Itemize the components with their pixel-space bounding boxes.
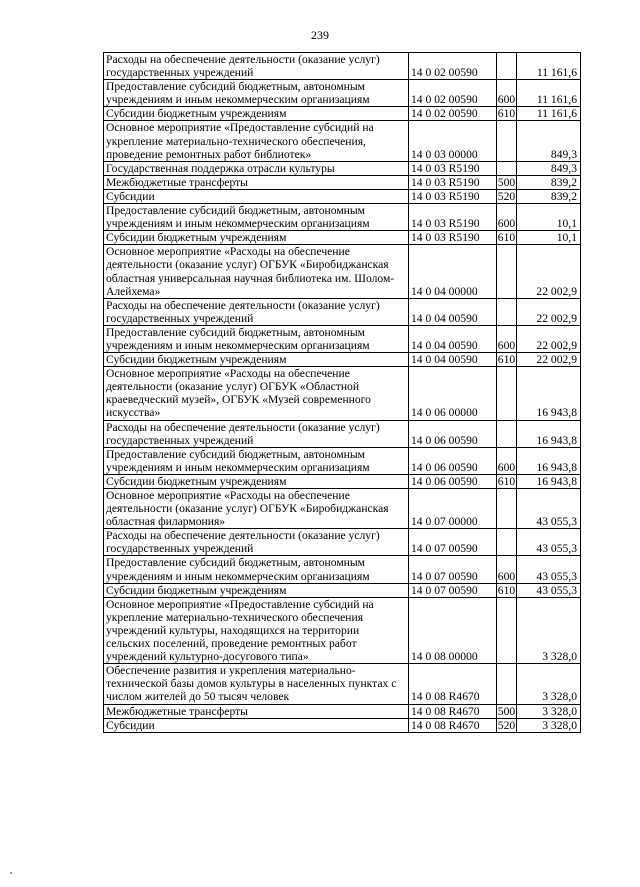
row-sum-cell: 16 943,8 bbox=[517, 447, 581, 474]
table-row bbox=[104, 529, 581, 556]
row-sum-cell: 43 055,3 bbox=[517, 489, 581, 529]
row-code-cell: 14 0 06 00590 bbox=[409, 474, 497, 488]
row-sum-cell: 43 055,3 bbox=[517, 583, 581, 597]
row-code-cell: 14 0 03 R5190 bbox=[409, 161, 497, 175]
table-row bbox=[104, 447, 581, 474]
row-kind-cell bbox=[497, 597, 517, 663]
row-kind-cell: 500 bbox=[497, 175, 516, 189]
table-row bbox=[104, 80, 581, 107]
scan-speck bbox=[10, 872, 12, 874]
table-row bbox=[104, 420, 581, 447]
row-name-cell: Субсидии бюджетным учреждениям bbox=[104, 107, 409, 121]
row-sum-cell: 3 328,0 bbox=[517, 597, 581, 663]
row-kind-cell bbox=[497, 161, 517, 175]
table-row bbox=[104, 664, 581, 704]
row-sum-cell: 16 943,8 bbox=[517, 474, 581, 488]
row-kind-cell bbox=[497, 420, 517, 447]
row-name-cell: Основное мероприятие «Расходы на обеспечение деятельности (оказание услуг) ОГБУК «Биробиджанская областная филармония» bbox=[104, 489, 409, 529]
table-row bbox=[104, 175, 581, 189]
row-kind-cell: 500 bbox=[497, 704, 516, 718]
row-name-cell: Основное мероприятие «Расходы на обеспечение деятельности (оказание услуг) ОГБУК «Биробиджанская областная универсальная научная библиотека им. Шолом-Алейхема» bbox=[104, 245, 409, 298]
row-code-cell: 14 0 07 00590 bbox=[409, 583, 497, 597]
table-row bbox=[104, 189, 581, 203]
row-sum-cell: 11 161,6 bbox=[517, 107, 581, 121]
row-sum-cell: 839,2 bbox=[517, 189, 581, 203]
row-name-cell: Межбюджетные трансферты bbox=[104, 704, 409, 718]
row-code-cell: 14 0 03 00000 bbox=[409, 121, 497, 161]
row-code-cell: 14 0 08 00000 bbox=[409, 597, 497, 663]
row-kind-cell: 610 bbox=[497, 583, 516, 597]
budget-table-body bbox=[104, 53, 581, 733]
row-sum-cell: 3 328,0 bbox=[517, 664, 581, 704]
table-row bbox=[104, 718, 581, 732]
row-code-cell: 14 0 03 R5190 bbox=[409, 189, 497, 203]
table-row bbox=[104, 121, 581, 161]
row-sum-cell: 849,3 bbox=[517, 121, 581, 161]
row-name-cell: Субсидии бюджетным учреждениям bbox=[104, 583, 409, 597]
row-kind-cell: 520 bbox=[497, 189, 516, 203]
row-code-cell: 14 0 03 R5190 bbox=[409, 231, 497, 245]
row-kind-cell: 610 bbox=[497, 107, 516, 121]
row-code-cell: 14 0 02 00590 bbox=[409, 107, 497, 121]
row-code-cell: 14 0 07 00590 bbox=[409, 556, 497, 583]
row-sum-cell: 839,2 bbox=[517, 175, 581, 189]
row-name-cell: Предоставление субсидий бюджетным, автономным учреждениям и иным некоммерческим организациям bbox=[104, 80, 409, 107]
row-name-cell: Расходы на обеспечение деятельности (оказание услуг) государственных учреждений bbox=[104, 529, 409, 556]
page-number: 239 bbox=[311, 28, 329, 42]
row-code-cell: 14 0 03 R5190 bbox=[409, 175, 497, 189]
row-sum-cell: 43 055,3 bbox=[517, 529, 581, 556]
row-kind-cell: 600 bbox=[497, 556, 517, 583]
table-row bbox=[104, 367, 581, 420]
row-kind-cell: 600 bbox=[497, 447, 517, 474]
row-name-cell: Субсидии бюджетным учреждениям bbox=[104, 353, 409, 367]
row-kind-cell: 600 bbox=[497, 204, 517, 231]
row-kind-cell bbox=[497, 367, 517, 420]
row-name-cell: Расходы на обеспечение деятельности (оказание услуг) государственных учреждений bbox=[104, 298, 409, 325]
row-name-cell: Основное мероприятие «Предоставление субсидий на укрепление материально-технического обеспечения учреждений культуры, находящихся на территории сельских поселений, проведение ремонтных работ учреждений культурно-досугового типа» bbox=[104, 597, 409, 663]
row-name-cell: Основное мероприятие «Предоставление субсидий на укрепление материально-технического обеспечения, проведение ремонтных работ библиотек» bbox=[104, 121, 409, 161]
row-kind-cell: 600 bbox=[497, 325, 517, 352]
table-row bbox=[104, 161, 581, 175]
row-name-cell: Предоставление субсидий бюджетным, автономным учреждениям и иным некоммерческим организациям bbox=[104, 447, 409, 474]
row-kind-cell: 610 bbox=[497, 353, 516, 367]
row-code-cell: 14 0 08 R4670 bbox=[409, 704, 497, 718]
row-kind-cell bbox=[497, 529, 517, 556]
row-kind-cell bbox=[497, 245, 517, 298]
row-kind-cell: 520 bbox=[497, 718, 516, 732]
table-row bbox=[104, 489, 581, 529]
row-kind-cell bbox=[497, 298, 517, 325]
table-row bbox=[104, 474, 581, 488]
row-sum-cell: 22 002,9 bbox=[517, 298, 581, 325]
row-code-cell: 14 0 03 R5190 bbox=[409, 204, 497, 231]
table-row bbox=[104, 583, 581, 597]
row-name-cell: Субсидии bbox=[104, 718, 409, 732]
table-row bbox=[104, 245, 581, 298]
row-code-cell: 14 0 04 00590 bbox=[409, 353, 497, 367]
row-name-cell: Предоставление субсидий бюджетным, автономным учреждениям и иным некоммерческим организациям bbox=[104, 325, 409, 352]
row-sum-cell: 22 002,9 bbox=[517, 353, 581, 367]
row-name-cell: Межбюджетные трансферты bbox=[104, 175, 409, 189]
row-code-cell: 14 0 08 R4670 bbox=[409, 718, 497, 732]
row-name-cell: Субсидии бюджетным учреждениям bbox=[104, 231, 409, 245]
row-kind-cell: 600 bbox=[497, 80, 517, 107]
budget-table bbox=[103, 52, 581, 733]
row-sum-cell: 16 943,8 bbox=[517, 367, 581, 420]
row-name-cell: Обеспечение развития и укрепления материально-технической базы домов культуры в населенных пунктах с числом жителей до 50 тысяч человек bbox=[104, 664, 409, 704]
row-sum-cell: 22 002,9 bbox=[517, 245, 581, 298]
row-code-cell: 14 0 06 00590 bbox=[409, 447, 497, 474]
table-row bbox=[104, 231, 581, 245]
row-sum-cell: 10,1 bbox=[517, 231, 581, 245]
table-row bbox=[104, 107, 581, 121]
table-row bbox=[104, 704, 581, 718]
row-name-cell: Субсидии бюджетным учреждениям bbox=[104, 474, 409, 488]
row-code-cell: 14 0 07 00000 bbox=[409, 489, 497, 529]
row-code-cell: 14 0 04 00590 bbox=[409, 298, 497, 325]
table-row bbox=[104, 53, 581, 80]
row-name-cell: Государственная поддержка отрасли культуры bbox=[104, 161, 409, 175]
row-code-cell: 14 0 02 00590 bbox=[409, 53, 497, 80]
row-kind-cell bbox=[497, 664, 517, 704]
row-kind-cell: 610 bbox=[497, 231, 516, 245]
row-name-cell: Расходы на обеспечение деятельности (оказание услуг) государственных учреждений bbox=[104, 420, 409, 447]
table-row bbox=[104, 556, 581, 583]
row-sum-cell: 3 328,0 bbox=[517, 704, 581, 718]
row-code-cell: 14 0 02 00590 bbox=[409, 80, 497, 107]
row-sum-cell: 10,1 bbox=[517, 204, 581, 231]
row-sum-cell: 22 002,9 bbox=[517, 325, 581, 352]
row-code-cell: 14 0 04 00590 bbox=[409, 325, 497, 352]
row-name-cell: Расходы на обеспечение деятельности (оказание услуг) государственных учреждений bbox=[104, 53, 409, 80]
row-name-cell: Основное мероприятие «Расходы на обеспечение деятельности (оказание услуг) ОГБУК «Областной краеведческий музей», ОГБУК «Музей современного искусства» bbox=[104, 367, 409, 420]
row-code-cell: 14 0 08 R4670 bbox=[409, 664, 497, 704]
row-kind-cell bbox=[497, 53, 517, 80]
row-kind-cell bbox=[497, 121, 517, 161]
row-name-cell: Предоставление субсидий бюджетным, автономным учреждениям и иным некоммерческим организациям bbox=[104, 556, 409, 583]
table-row bbox=[104, 597, 581, 663]
row-code-cell: 14 0 04 00000 bbox=[409, 245, 497, 298]
row-code-cell: 14 0 06 00590 bbox=[409, 420, 497, 447]
table-row bbox=[104, 353, 581, 367]
row-code-cell: 14 0 07 00590 bbox=[409, 529, 497, 556]
row-kind-cell bbox=[497, 489, 517, 529]
row-sum-cell: 11 161,6 bbox=[517, 53, 581, 80]
table-row bbox=[104, 325, 581, 352]
row-kind-cell: 610 bbox=[497, 474, 516, 488]
row-sum-cell: 849,3 bbox=[517, 161, 581, 175]
table-row bbox=[104, 204, 581, 231]
row-sum-cell: 16 943,8 bbox=[517, 420, 581, 447]
table-row bbox=[104, 298, 581, 325]
row-sum-cell: 43 055,3 bbox=[517, 556, 581, 583]
row-sum-cell: 11 161,6 bbox=[517, 80, 581, 107]
row-sum-cell: 3 328,0 bbox=[517, 718, 581, 732]
row-code-cell: 14 0 06 00000 bbox=[409, 367, 497, 420]
row-name-cell: Субсидии bbox=[104, 189, 409, 203]
row-name-cell: Предоставление субсидий бюджетным, автономным учреждениям и иным некоммерческим организациям bbox=[104, 204, 409, 231]
